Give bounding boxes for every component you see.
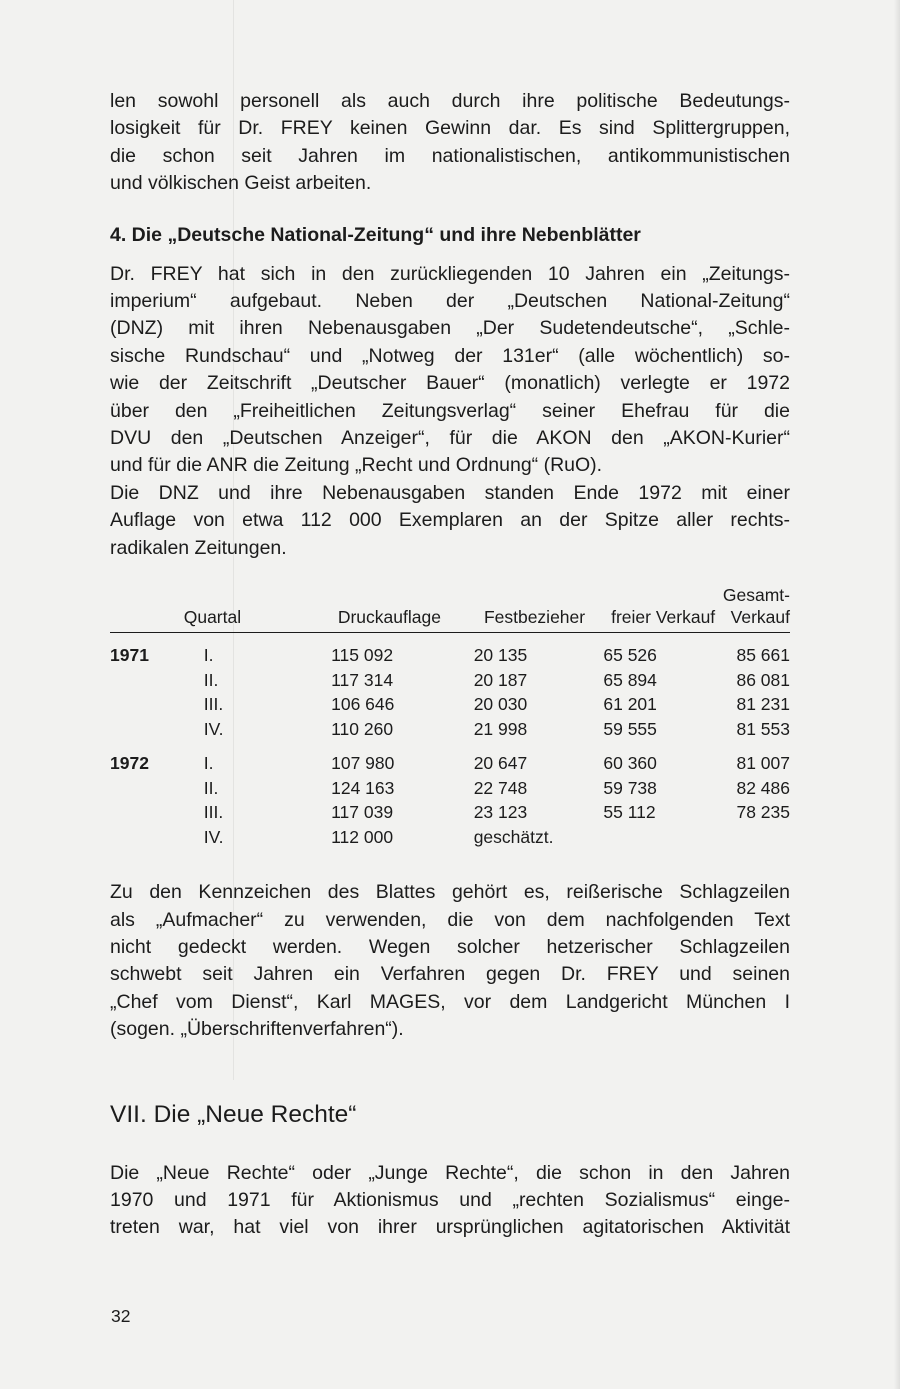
text-line: Dr. FREY hat sich in den zurückliegenden 10 Jahren ein „Zeitungs- — [110, 262, 790, 285]
table-row — [110, 692, 790, 717]
cell-gesamt-verkauf: 85 661 — [736, 645, 790, 666]
cell-quarter: III. — [203, 694, 224, 715]
cell-gesamt-verkauf: 81 231 — [736, 694, 790, 715]
scan-page-edge — [894, 0, 900, 1389]
text-line: losigkeit für Dr. FREY keinen Gewinn dar. Es sind Splittergruppen, — [110, 117, 790, 140]
table-row — [110, 668, 790, 693]
text-line: radikalen Zeitungen. — [110, 536, 287, 559]
text-line: nicht gedeckt werden. Wegen solcher hetzerischer Schlagzeilen — [110, 935, 790, 958]
section-heading-4: 4. Die „Deutsche National-Zeitung“ und ihre Nebenblätter — [110, 223, 641, 246]
cell-gesamt-verkauf — [723, 825, 790, 850]
cell-freier-verkauf: 65 894 — [603, 669, 657, 690]
cell-freier-verkauf — [603, 825, 723, 850]
cell-year: 1971 — [110, 645, 149, 666]
cell-festbezieher: 20 030 — [473, 694, 528, 715]
header-gesamt-line2: Verkauf — [730, 607, 790, 628]
cell-quarter: III. — [203, 802, 224, 823]
cell-quarter: I. — [203, 753, 214, 774]
header-year — [110, 584, 180, 633]
paragraph-auflage — [110, 480, 790, 562]
cell-festbezieher: 22 748 — [473, 777, 528, 798]
text-line: DVU den „Deutschen Anzeiger“, für die AKON den „AKON-Kurier“ — [110, 427, 790, 450]
text-line: als „Aufmacher“ zu verwenden, die von dem nachfolgenden Text — [110, 908, 790, 931]
cell-festbezieher: geschätzt. — [473, 826, 554, 847]
table-row — [110, 741, 790, 776]
text-line: len sowohl personell als auch durch ihre politische Bedeutungs- — [110, 90, 790, 112]
cell-year — [110, 800, 180, 825]
paragraph-zeitungsimperium — [110, 261, 790, 480]
text-line: die schon seit Jahren im nationalistischen, antikommunistischen — [110, 144, 790, 167]
header-druckauflage: Druckauflage — [313, 584, 466, 633]
cell-gesamt-verkauf: 81 007 — [736, 753, 790, 774]
cell-quarter: IV. — [203, 826, 224, 847]
chapter-heading-vii: VII. Die „Neue Rechte“ — [110, 1100, 357, 1128]
text-line: Zu den Kennzeichen des Blattes gehört es, reißerische Schlagzeilen — [110, 881, 790, 904]
cell-festbezieher: 20 187 — [473, 669, 528, 690]
table-row — [110, 717, 790, 742]
text-line: (sogen. „Überschriftenverfahren“). — [110, 1018, 404, 1041]
cell-year — [110, 692, 180, 717]
circulation-table — [110, 584, 790, 849]
cell-gesamt-verkauf: 86 081 — [736, 669, 790, 690]
table-header-row — [110, 584, 790, 633]
cell-druckauflage: 112 000 — [331, 826, 394, 847]
table-row — [110, 633, 790, 668]
text-line: (DNZ) mit ihren Nebenausgaben „Der Sudetendeutsche“, „Schle- — [110, 317, 790, 340]
paragraph-neue-rechte — [110, 1160, 790, 1242]
cell-quarter: II. — [203, 669, 219, 690]
cell-festbezieher: 20 135 — [473, 645, 528, 666]
text-line: Die DNZ und ihre Nebenausgaben standen Ende 1972 mit einer — [110, 481, 790, 504]
text-line: und für die ANR die Zeitung „Recht und Ordnung“ (RuO). — [110, 454, 603, 477]
cell-freier-verkauf: 55 112 — [603, 802, 656, 823]
text-line: Die „Neue Rechte“ oder „Junge Rechte“, die schon in den Jahren — [110, 1161, 790, 1184]
cell-freier-verkauf: 59 738 — [603, 777, 657, 798]
paragraph-intro — [110, 88, 790, 198]
document-page — [110, 88, 790, 1242]
table-row — [110, 800, 790, 825]
page-number: 32 — [111, 1306, 131, 1326]
cell-freier-verkauf: 59 555 — [603, 718, 657, 739]
cell-druckauflage: 117 039 — [331, 802, 394, 823]
table-row — [110, 825, 790, 850]
text-line: schwebt seit Jahren ein Verfahren gegen Dr. FREY und seinen — [110, 963, 790, 986]
cell-druckauflage: 107 980 — [331, 753, 395, 774]
header-gesamt-line1: Gesamt- — [722, 585, 790, 606]
cell-festbezieher: 20 647 — [473, 753, 528, 774]
text-line: wie der Zeitschrift „Deutscher Bauer“ (monatlich) verlegte er 1972 — [110, 372, 790, 395]
cell-year — [110, 668, 180, 693]
cell-freier-verkauf: 61 201 — [603, 694, 657, 715]
cell-quarter: IV. — [203, 718, 224, 739]
header-freier-verkauf: freier Verkauf — [603, 584, 723, 633]
cell-gesamt-verkauf: 82 486 — [736, 777, 790, 798]
cell-year — [110, 717, 180, 742]
cell-year — [110, 825, 180, 850]
cell-quarter: II. — [203, 777, 219, 798]
cell-druckauflage: 106 646 — [331, 694, 395, 715]
text-line: treten war, hat viel von ihrer ursprünglichen agitatorischen Aktivität — [110, 1216, 790, 1239]
cell-festbezieher: 23 123 — [473, 802, 528, 823]
table-row — [110, 776, 790, 801]
header-festbezieher: Festbezieher — [466, 584, 604, 633]
cell-druckauflage: 115 092 — [331, 645, 394, 666]
text-line: 1970 und 1971 für Aktionismus und „rechten Sozialismus“ einge- — [110, 1188, 790, 1211]
paragraph-schlagzeilen — [110, 879, 790, 1043]
cell-year — [110, 776, 180, 801]
cell-druckauflage: 117 314 — [331, 669, 394, 690]
cell-festbezieher: 21 998 — [473, 718, 528, 739]
text-line: „Chef vom Dienst“, Karl MAGES, vor dem Landgericht München I — [110, 990, 790, 1013]
table-body — [110, 633, 790, 850]
cell-year: 1972 — [110, 753, 149, 774]
text-line: und völkischen Geist arbeiten. — [110, 172, 372, 195]
text-line: Auflage von etwa 112 000 Exemplaren an der Spitze aller rechts- — [110, 509, 790, 532]
header-quartal: Quartal — [180, 584, 313, 633]
cell-quarter: I. — [203, 645, 214, 666]
cell-freier-verkauf: 60 360 — [603, 753, 657, 774]
cell-gesamt-verkauf: 81 553 — [736, 718, 790, 739]
text-line: über den „Freiheitlichen Zeitungsverlag“ seiner Ehefrau für die — [110, 399, 790, 422]
cell-gesamt-verkauf: 78 235 — [736, 802, 790, 823]
text-line: imperium“ aufgebaut. Neben der „Deutschen National-Zeitung“ — [110, 290, 790, 313]
cell-freier-verkauf: 65 526 — [603, 645, 657, 666]
cell-druckauflage: 110 260 — [331, 718, 394, 739]
cell-druckauflage: 124 163 — [331, 777, 395, 798]
header-gesamt-verkauf — [723, 584, 790, 633]
text-line: sische Rundschau“ und „Notweg der 131er“ (alle wöchentlich) so- — [110, 344, 790, 367]
